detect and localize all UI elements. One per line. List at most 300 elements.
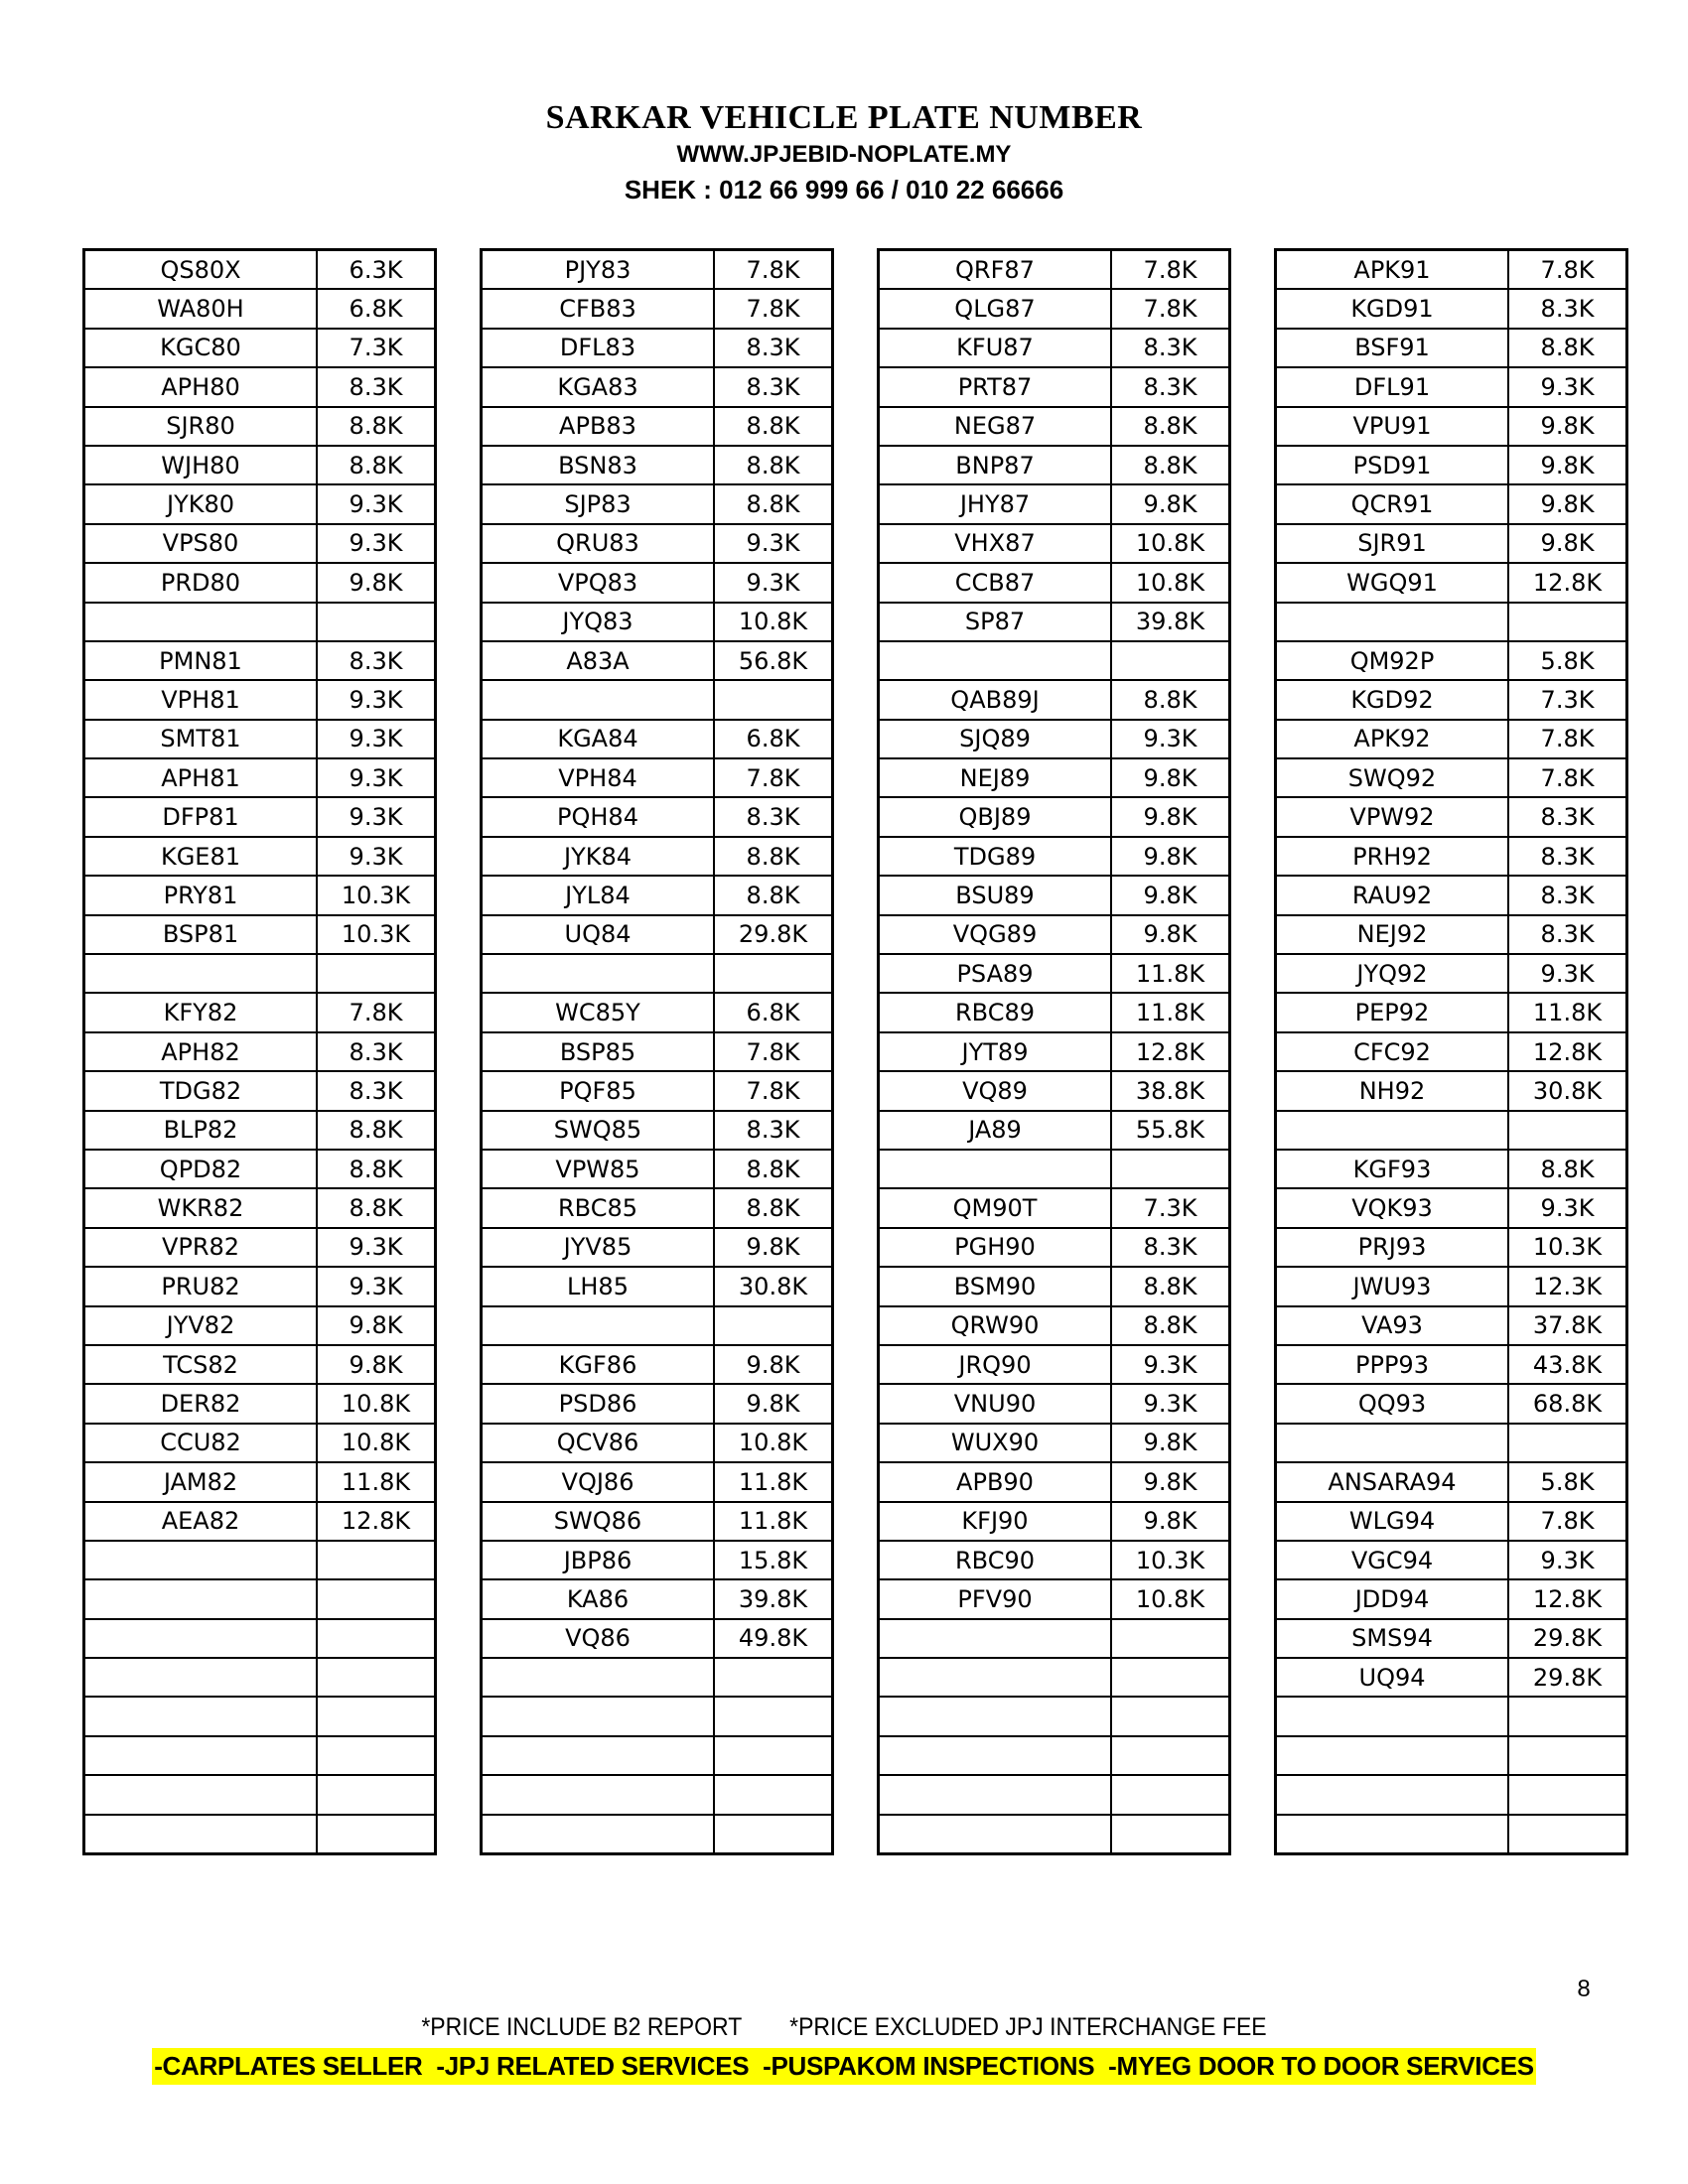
- table-row: [879, 1228, 1230, 1267]
- table-row: [1276, 641, 1627, 680]
- table-row: [482, 1345, 833, 1384]
- price-cell: 9.3K: [317, 680, 436, 719]
- price-cell: [1111, 1658, 1230, 1697]
- plate-number-cell: QRW90: [879, 1306, 1112, 1345]
- plate-table-2: [480, 248, 834, 1855]
- table-row: [879, 1032, 1230, 1071]
- plate-number-cell: [84, 954, 318, 993]
- plate-number-cell: TCS82: [84, 1345, 318, 1384]
- plate-number-cell: VPQ83: [482, 563, 715, 602]
- plate-number-cell: SMT81: [84, 720, 318, 758]
- plate-number-cell: SWQ86: [482, 1502, 715, 1541]
- table-row: [84, 797, 436, 836]
- table-row: [84, 876, 436, 914]
- price-cell: 8.3K: [1508, 915, 1627, 954]
- plate-number-cell: [879, 641, 1112, 680]
- plate-number-cell: QCR91: [1276, 484, 1509, 523]
- table-row: [1276, 1384, 1627, 1423]
- table-row: [84, 250, 436, 290]
- table-row: [1276, 1502, 1627, 1541]
- table-row: [1276, 1697, 1627, 1735]
- plate-table-3: [877, 248, 1231, 1855]
- table-row: [482, 915, 833, 954]
- price-cell: [1111, 1619, 1230, 1658]
- table-row: [1276, 446, 1627, 484]
- table-row: [482, 1502, 833, 1541]
- plate-table-4: [1274, 248, 1628, 1855]
- plate-number-cell: NEJ92: [1276, 915, 1509, 954]
- plate-number-cell: VPH81: [84, 680, 318, 719]
- plate-number-cell: KFU87: [879, 329, 1112, 367]
- price-cell: [317, 954, 436, 993]
- table-row: [879, 1502, 1230, 1541]
- price-cell: 29.8K: [1508, 1619, 1627, 1658]
- price-cell: 9.8K: [1111, 484, 1230, 523]
- table-row: [1276, 1424, 1627, 1462]
- plate-number-cell: [1276, 1736, 1509, 1775]
- plate-number-cell: KGA83: [482, 367, 715, 406]
- plate-number-cell: PPP93: [1276, 1345, 1509, 1384]
- price-cell: 8.3K: [317, 367, 436, 406]
- price-cell: 8.8K: [714, 446, 833, 484]
- price-cell: 11.8K: [1111, 954, 1230, 993]
- table-row: [879, 1815, 1230, 1854]
- plate-number-cell: PRY81: [84, 876, 318, 914]
- plate-number-cell: BSP81: [84, 915, 318, 954]
- price-cell: 7.3K: [1111, 1188, 1230, 1227]
- plate-number-cell: PJY83: [482, 250, 715, 290]
- price-cell: 12.8K: [1508, 563, 1627, 602]
- plate-number-cell: PGH90: [879, 1228, 1112, 1267]
- plate-number-cell: QAB89J: [879, 680, 1112, 719]
- plate-number-cell: APK92: [1276, 720, 1509, 758]
- price-cell: 11.8K: [1508, 993, 1627, 1031]
- plate-number-cell: QPD82: [84, 1150, 318, 1188]
- table-row: [482, 797, 833, 836]
- plate-number-cell: CFB83: [482, 289, 715, 328]
- price-cell: 37.8K: [1508, 1306, 1627, 1345]
- plate-number-cell: WJH80: [84, 446, 318, 484]
- table-row: [482, 1541, 833, 1579]
- plate-number-cell: [482, 1775, 715, 1814]
- price-cell: [317, 1775, 436, 1814]
- table-row: [879, 1462, 1230, 1501]
- price-cell: 9.8K: [317, 1345, 436, 1384]
- price-cell: 43.8K: [1508, 1345, 1627, 1384]
- table-row: [1276, 1150, 1627, 1188]
- plate-number-cell: [1276, 1697, 1509, 1735]
- plate-number-cell: VGC94: [1276, 1541, 1509, 1579]
- plate-number-cell: [879, 1697, 1112, 1735]
- price-cell: 12.8K: [317, 1502, 436, 1541]
- plate-number-cell: KGD92: [1276, 680, 1509, 719]
- plate-number-cell: VQK93: [1276, 1188, 1509, 1227]
- plate-number-cell: JYV85: [482, 1228, 715, 1267]
- table-row: [482, 641, 833, 680]
- price-cell: [317, 1541, 436, 1579]
- table-row: [879, 1267, 1230, 1305]
- plate-number-cell: RBC89: [879, 993, 1112, 1031]
- table-row: [1276, 1228, 1627, 1267]
- price-cell: 7.8K: [714, 758, 833, 797]
- plate-number-cell: TDG82: [84, 1071, 318, 1110]
- price-cell: [1111, 1736, 1230, 1775]
- plate-number-cell: VPW92: [1276, 797, 1509, 836]
- price-cell: 10.8K: [317, 1384, 436, 1423]
- price-cell: 9.8K: [1508, 407, 1627, 446]
- price-cell: 9.8K: [317, 1306, 436, 1345]
- price-cell: 9.8K: [1508, 524, 1627, 563]
- plate-number-cell: SJP83: [482, 484, 715, 523]
- plate-number-cell: QLG87: [879, 289, 1112, 328]
- price-cell: 10.3K: [317, 876, 436, 914]
- price-cell: 8.8K: [1111, 1306, 1230, 1345]
- table-row: [1276, 329, 1627, 367]
- price-cell: 8.3K: [317, 1032, 436, 1071]
- plate-number-cell: [1276, 1424, 1509, 1462]
- plate-number-cell: NEG87: [879, 407, 1112, 446]
- plate-number-cell: CCU82: [84, 1424, 318, 1462]
- table-row: [482, 1424, 833, 1462]
- plate-number-cell: NH92: [1276, 1071, 1509, 1110]
- table-row: [482, 1111, 833, 1150]
- price-cell: 10.8K: [714, 603, 833, 641]
- price-cell: 8.8K: [317, 1150, 436, 1188]
- price-cell: [1111, 641, 1230, 680]
- price-cell: 9.3K: [1508, 367, 1627, 406]
- table-row: [482, 250, 833, 290]
- table-row: [1276, 603, 1627, 641]
- table-row: [1276, 720, 1627, 758]
- plate-number-cell: JHY87: [879, 484, 1112, 523]
- plate-number-cell: BSF91: [1276, 329, 1509, 367]
- plate-number-cell: PFV90: [879, 1579, 1112, 1618]
- table-row: [84, 289, 436, 328]
- price-cell: 38.8K: [1111, 1071, 1230, 1110]
- price-cell: 9.8K: [1111, 876, 1230, 914]
- table-row: [879, 1111, 1230, 1150]
- table-row: [482, 1775, 833, 1814]
- price-cell: 8.3K: [1508, 797, 1627, 836]
- price-cell: 9.8K: [1111, 1462, 1230, 1501]
- price-cell: 30.8K: [1508, 1071, 1627, 1110]
- plate-number-cell: [84, 1775, 318, 1814]
- table-row: [879, 1775, 1230, 1814]
- plate-number-cell: [84, 1697, 318, 1735]
- table-row: [879, 329, 1230, 367]
- price-cell: 7.3K: [317, 329, 436, 367]
- table-row: [879, 1736, 1230, 1775]
- price-cell: [1111, 1150, 1230, 1188]
- price-cell: 9.3K: [317, 484, 436, 523]
- plate-number-cell: JDD94: [1276, 1579, 1509, 1618]
- price-cell: 7.8K: [1508, 720, 1627, 758]
- price-cell: 8.3K: [1111, 367, 1230, 406]
- plate-number-cell: APB90: [879, 1462, 1112, 1501]
- table-row: [879, 993, 1230, 1031]
- price-cell: [714, 1697, 833, 1735]
- plate-number-cell: JYQ92: [1276, 954, 1509, 993]
- table-row: [84, 446, 436, 484]
- plate-number-cell: KGD91: [1276, 289, 1509, 328]
- table-row: [1276, 915, 1627, 954]
- table-row: [879, 250, 1230, 290]
- table-row: [482, 563, 833, 602]
- table-row: [84, 641, 436, 680]
- plate-number-cell: RAU92: [1276, 876, 1509, 914]
- table-row: [1276, 1032, 1627, 1071]
- table-row: [879, 289, 1230, 328]
- price-cell: 9.3K: [714, 524, 833, 563]
- table-row: [84, 837, 436, 876]
- table-row: [1276, 563, 1627, 602]
- table-row: [1276, 367, 1627, 406]
- table-row: [1276, 407, 1627, 446]
- price-cell: 10.3K: [317, 915, 436, 954]
- table-row: [482, 1658, 833, 1697]
- price-cell: [1508, 1424, 1627, 1462]
- table-row: [84, 1658, 436, 1697]
- table-row: [879, 1384, 1230, 1423]
- plate-number-cell: [879, 1658, 1112, 1697]
- table-row: [84, 1697, 436, 1735]
- price-cell: 7.8K: [1111, 289, 1230, 328]
- price-cell: 8.8K: [714, 1188, 833, 1227]
- plate-number-cell: [482, 954, 715, 993]
- table-row: [1276, 876, 1627, 914]
- price-cell: 9.3K: [714, 563, 833, 602]
- price-cell: 8.8K: [317, 1111, 436, 1150]
- price-cell: [714, 1736, 833, 1775]
- plate-number-cell: PSD91: [1276, 446, 1509, 484]
- table-row: [482, 720, 833, 758]
- plate-number-cell: PEP92: [1276, 993, 1509, 1031]
- plate-number-cell: PRJ93: [1276, 1228, 1509, 1267]
- plate-number-cell: AEA82: [84, 1502, 318, 1541]
- price-cell: 9.3K: [1508, 954, 1627, 993]
- table-row: [879, 680, 1230, 719]
- plate-number-cell: QM90T: [879, 1188, 1112, 1227]
- price-cell: 7.8K: [1508, 758, 1627, 797]
- price-cell: [714, 1775, 833, 1814]
- table-row: [1276, 289, 1627, 328]
- table-row: [482, 1736, 833, 1775]
- table-row: [84, 1306, 436, 1345]
- plate-number-cell: PMN81: [84, 641, 318, 680]
- table-row: [84, 407, 436, 446]
- price-cell: 9.8K: [1508, 446, 1627, 484]
- price-cell: 9.8K: [1111, 915, 1230, 954]
- plate-number-cell: APB83: [482, 407, 715, 446]
- price-cell: 8.8K: [714, 407, 833, 446]
- plate-number-cell: BSM90: [879, 1267, 1112, 1305]
- price-cell: 39.8K: [714, 1579, 833, 1618]
- table-row: [879, 1188, 1230, 1227]
- plate-number-cell: APK91: [1276, 250, 1509, 290]
- table-row: [482, 1188, 833, 1227]
- price-cell: 9.8K: [1111, 758, 1230, 797]
- plate-number-cell: [879, 1736, 1112, 1775]
- price-cell: [317, 1579, 436, 1618]
- table-row: [879, 1345, 1230, 1384]
- table-row: [84, 563, 436, 602]
- table-row: [482, 1032, 833, 1071]
- price-cell: 9.3K: [317, 1228, 436, 1267]
- price-cell: 9.8K: [1111, 1424, 1230, 1462]
- table-row: [1276, 484, 1627, 523]
- plate-number-cell: KGA84: [482, 720, 715, 758]
- table-row: [84, 954, 436, 993]
- price-cell: 9.8K: [1508, 484, 1627, 523]
- price-cell: 9.3K: [1508, 1541, 1627, 1579]
- price-cell: 8.3K: [714, 329, 833, 367]
- contact-text: SHEK : 012 66 999 66 / 010 22 66666: [624, 175, 1064, 205]
- price-cell: 7.8K: [714, 250, 833, 290]
- table-row: [482, 289, 833, 328]
- plate-number-cell: SP87: [879, 603, 1112, 641]
- plate-number-cell: [482, 1736, 715, 1775]
- table-row: [84, 1228, 436, 1267]
- table-row: [879, 524, 1230, 563]
- price-cell: 56.8K: [714, 641, 833, 680]
- plate-number-cell: DER82: [84, 1384, 318, 1423]
- table-row: [84, 993, 436, 1031]
- table-row: [482, 1150, 833, 1188]
- plate-number-cell: NEJ89: [879, 758, 1112, 797]
- table-row: [84, 1736, 436, 1775]
- price-cell: 68.8K: [1508, 1384, 1627, 1423]
- plate-number-cell: VPR82: [84, 1228, 318, 1267]
- price-cell: 6.8K: [714, 993, 833, 1031]
- table-row: [84, 603, 436, 641]
- table-row: [482, 1697, 833, 1735]
- table-row: [84, 1502, 436, 1541]
- plate-number-cell: A83A: [482, 641, 715, 680]
- plate-number-cell: VQ89: [879, 1071, 1112, 1110]
- price-cell: 12.8K: [1508, 1579, 1627, 1618]
- plate-number-cell: [482, 1658, 715, 1697]
- price-cell: 9.8K: [714, 1384, 833, 1423]
- table-row: [482, 758, 833, 797]
- services-text: -CARPLATES SELLER -JPJ RELATED SERVICES -PUSPAKOM INSPECTIONS -MYEG DOOR TO DOOR SERVICES: [152, 2048, 1536, 2085]
- price-cell: 7.3K: [1508, 680, 1627, 719]
- price-cell: 9.8K: [1111, 1502, 1230, 1541]
- price-cell: 8.8K: [1111, 407, 1230, 446]
- plate-number-cell: CFC92: [1276, 1032, 1509, 1071]
- price-cell: 8.8K: [317, 407, 436, 446]
- plate-number-cell: KA86: [482, 1579, 715, 1618]
- table-row: [84, 1071, 436, 1110]
- table-row: [482, 876, 833, 914]
- price-cell: [1111, 1697, 1230, 1735]
- price-cell: [317, 1619, 436, 1658]
- price-cell: 8.8K: [317, 1188, 436, 1227]
- price-cell: [714, 1306, 833, 1345]
- price-cell: 10.3K: [1111, 1541, 1230, 1579]
- plate-number-cell: QCV86: [482, 1424, 715, 1462]
- price-cell: 7.8K: [714, 1071, 833, 1110]
- table-row: [482, 446, 833, 484]
- plate-number-cell: PSA89: [879, 954, 1112, 993]
- table-row: [84, 758, 436, 797]
- plate-number-cell: [879, 1815, 1112, 1854]
- price-cell: 6.8K: [317, 289, 436, 328]
- price-cell: 8.3K: [317, 1071, 436, 1110]
- price-cell: 9.8K: [1111, 837, 1230, 876]
- table-row: [879, 1424, 1230, 1462]
- price-cell: 8.3K: [1508, 289, 1627, 328]
- table-row: [1276, 1188, 1627, 1227]
- table-row: [482, 1619, 833, 1658]
- price-cell: [714, 680, 833, 719]
- plate-number-cell: BSU89: [879, 876, 1112, 914]
- plate-number-cell: PRU82: [84, 1267, 318, 1305]
- table-row: [1276, 1815, 1627, 1854]
- price-cell: [714, 954, 833, 993]
- plate-number-cell: APH82: [84, 1032, 318, 1071]
- price-cell: 6.3K: [317, 250, 436, 290]
- price-cell: 7.8K: [1508, 250, 1627, 290]
- table-row: [879, 563, 1230, 602]
- plate-number-cell: ANSARA94: [1276, 1462, 1509, 1501]
- plate-number-cell: RBC85: [482, 1188, 715, 1227]
- price-cell: 8.8K: [1508, 329, 1627, 367]
- page-title: SARKAR VEHICLE PLATE NUMBER: [545, 99, 1143, 136]
- table-row: [84, 1619, 436, 1658]
- table-row: [1276, 1462, 1627, 1501]
- plate-number-cell: JYV82: [84, 1306, 318, 1345]
- plate-number-cell: [482, 1697, 715, 1735]
- price-note-b2: *PRICE INCLUDE B2 REPORT: [421, 2013, 743, 2041]
- table-row: [1276, 1579, 1627, 1618]
- table-row: [1276, 1619, 1627, 1658]
- table-row: [84, 1188, 436, 1227]
- table-row: [879, 1697, 1230, 1735]
- table-row: [482, 1306, 833, 1345]
- plate-number-cell: VPH84: [482, 758, 715, 797]
- plate-number-cell: JYK84: [482, 837, 715, 876]
- plate-number-cell: RBC90: [879, 1541, 1112, 1579]
- price-cell: [317, 1697, 436, 1735]
- price-cell: 55.8K: [1111, 1111, 1230, 1150]
- table-row: [1276, 993, 1627, 1031]
- price-cell: 10.8K: [714, 1424, 833, 1462]
- table-row: [84, 524, 436, 563]
- plate-number-cell: TDG89: [879, 837, 1112, 876]
- price-cell: [1111, 1815, 1230, 1854]
- plate-number-cell: WLG94: [1276, 1502, 1509, 1541]
- table-row: [879, 876, 1230, 914]
- price-cell: 8.8K: [317, 446, 436, 484]
- table-row: [879, 1306, 1230, 1345]
- price-cell: 7.8K: [1111, 250, 1230, 290]
- plate-number-cell: PQF85: [482, 1071, 715, 1110]
- price-cell: 11.8K: [317, 1462, 436, 1501]
- price-cell: 8.3K: [1111, 329, 1230, 367]
- price-cell: 8.3K: [1508, 837, 1627, 876]
- plate-number-cell: PRT87: [879, 367, 1112, 406]
- price-cell: 8.3K: [1111, 1228, 1230, 1267]
- table-row: [1276, 1306, 1627, 1345]
- page-number: 8: [1577, 1976, 1591, 2002]
- price-cell: 6.8K: [714, 720, 833, 758]
- plate-number-cell: PRD80: [84, 563, 318, 602]
- plate-number-cell: JYT89: [879, 1032, 1112, 1071]
- price-cell: 29.8K: [1508, 1658, 1627, 1697]
- plate-number-cell: VHX87: [879, 524, 1112, 563]
- price-cell: [1111, 1775, 1230, 1814]
- price-cell: 9.3K: [317, 524, 436, 563]
